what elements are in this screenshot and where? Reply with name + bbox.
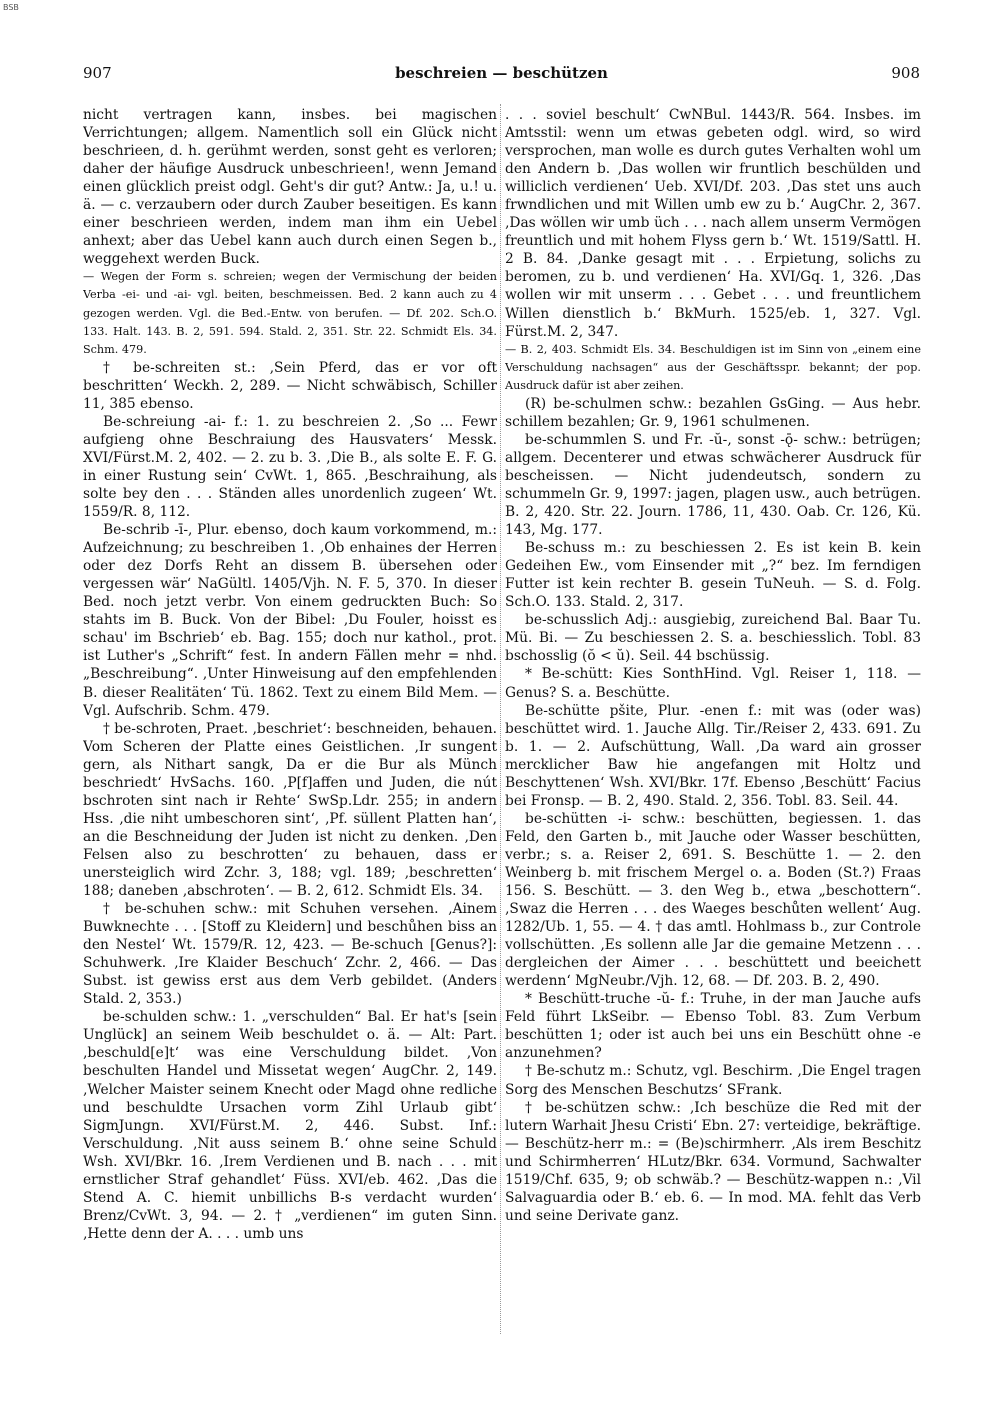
library-stamp: BSB (3, 3, 19, 12)
entry-be-schuss: Be-schuss m.: zu beschiessen 2. Es ist kein B. kein Gedeihen Ew., vom Einsender mit „?“ bez. Im ferndigen Futter ist kein rechter B. gesein TuNeuh. — S. d. Folg. Sch.O. 133. Stald. 2, 317. (505, 540, 921, 611)
entry-be-schuhen: † be-schuhen schw.: mit Schuhen versehen. ‚Ainem Buwknechte . . . [Stoff zu Kleidern] und beschůhen biss an den Nestel‘ Wt. 1579/R. 12, 423. — Be-schuch [Genus?]: Schuhwerk. ‚Ire Klaider Beschuch‘ Zchr. 2, 466. — Das Subst. ist gewiss erst aus dem Verb gebildet. (Anders Stald. 2, 353.) (83, 901, 497, 1008)
entry-be-schusslich: be-schusslich Adj.: ausgiebig, zureichend Bal. Baar Tu. Mü. Bi. — Zu beschiessen 2. S. a. beschiesslich. Tobl. 83 bschosslig (ŏ < ŭ). Seil. 44 bschüssig. (505, 612, 921, 665)
entry-be-schuett: * Be-schütt: Kies SonthHind. Vgl. Reiser 1, 118. — Genus? S. a. Beschütte. (505, 666, 921, 701)
entry-be-schutz: † Be-schutz m.: Schutz, vgl. Beschirm. ‚Die Engel tragen Sorg des Menschen Beschutzs‘ SFrank. (505, 1063, 921, 1098)
page-header (83, 64, 920, 86)
entry-be-schulden: be-schulden schw.: 1. „verschulden“ Bal. Er hat's [sein Unglück] an seinem Weib beschuldet o. ä. — Alt: Part. ‚beschuld[e]t‘ was eine Verschuldung bildet. ‚Von beschulten Handel und Missetat wegen‘ AugChr. 2, 149. ‚Welcher Maister seinem Knecht oder Magd ohne redliche und beschuldte Ursachen vorm Zihl Urlaub gibt‘ SigmJungn. XVI/Fürst.M. 2, 446. Subst. Inf.: Verschuldung. ‚Nit auss seinem B.‘ ohne seine Schuld Wsh. XVI/Bkr. 16. ‚Irem Verdienen und B. nach . . . mit ernstlicher Straf gehandlet‘ Füss. XVI/eb. 462. ‚Das die Stend A. C. hiemit unbillichs B-s verdacht wurden‘ Brenz/CvWt. 3, 94. — 2. † „verdienen“ im guten Sinn. ‚Hette denn der A. . . . umb uns (83, 1009, 497, 1242)
entry-be-schummlen: be-schummlen S. und Fr. -ŭ-, sonst -ǭ- schw.: betrügen; allgem. Decenterer und etwas schwächerer Ausdruck für bescheissen. — Nicht judendeutsch, sondern zu schummeln Gr. 9, 1997: jagen, plagen usw., auch betrügen. B. 2, 420. Str. 22. Journ. 1786, 11, 430. Oab. Cr. 126, Kü. 143, Mg. 177. (505, 431, 921, 539)
entry-be-schroten: † be-schroten, Praet. ‚beschriet‘: beschneiden, behauen. Vom Scheren der Platte eines Geistlichen. ‚Ir sungent gern, als Nithart sangk, Da er die Bur als Münch beschriedt‘ HvSachs. 160. ‚P[f]affen und Juden, die nút bschroten sint nach ir Rehte‘ SwSp.Ldr. 255; in andern Hss. ‚die niht umbeschoren sint‘, ‚Pf. süllent Platten han‘, an die Beschneidung der Juden ist nicht zu denken. ‚Den Felsen also zu beschrotten‘ zu behauen, dass er unersteiglich wird Zchr. 3, 188; vgl. 189; ‚beschretten‘ 188; daneben ‚abschroten‘. — B. 2, 612. Schmidt Els. 34. (83, 720, 497, 900)
entry-note: — Wegen der Form s. schreien; wegen der Vermischung der beiden Verba -ei- und -ai- vgl. beiten, beschmeissen. Bed. 2 kann auch zu 4 gezogen werden. Vgl. die Bed.-Entw. von berufen. — Df. 202. Sch.O. 133. Halt. 143. B. 2, 591. 594. Stald. 2, 351. Str. 22. Schmidt Els. 34. Schm. 479. (83, 270, 497, 356)
entry-be-schuetten: be-schütten -i- schw.: beschütten, begiessen. 1. das Feld, den Garten b., mit Jauche oder Wasser beschütten, verbr.; s. a. Reiser 2, 691. S. Beschütte 1. — 2. den Weinberg b. mit frischem Mergel o. a. Boden (St.?) Fraas 156. S. Beschütt. — 3. den Weg b., etwa „beschottern“. ‚Swaz die Herren . . . des Waeges beschůten wellent‘ Aug. 1282/Ub. 1, 55. — 4. † das amtl. Hohlmass b., zur Controle vollschütten. ‚Es sollenn alle Jar die gemaine Metzenn . . . dergleichen der Aimer . . . beschüttett und beeichett werdenn‘ MgNeubr./Vjh. 12, 68. — Df. 203. B. 2, 490. (505, 810, 921, 990)
entry-be-schreiung: Be-schreiung -ai- f.: 1. zu beschreien 2. ‚So ... Fewr aufgieng ohne Beschraiung des Hausvaters‘ Messk. XVI/Fürst.M. 2, 402. — 2. zu b. 3. ‚Die B., als solte E. F. G. in einer Rustung sein‘ CvWt. 1, 865. ‚Beschraihung, als solte bey den . . . Ständen alles unordenlich zugeen‘ Wt. 1559/R. 8, 112. (83, 413, 497, 521)
entry-be-schrib: Be-schrib -ī-, Plur. ebenso, doch kaum vorkommend, m.: Aufzeichnung; zu beschreiben 1. ‚Ob enhaines der Herren oder dez Dorfs Reht an dissem B. übersehen oder vergessen wär‘ NaGültl. 1405/Vjh. N. F. 5, 370. In dieser Bed. noch jetzt verbr. Von einem gedruckten Buch: So stahts im B. Buck. Von der Bibel: ‚Du Fouler, hoisst es schau' im Bschrieb‘ eb. Bag. 155; doch nur kathol., prot. ist Luther's „Schrift“ fest. In andern Fällen mehr = nhd. „Beschreibung“. ‚Unter Hinweisung auf den empfehlenden B. dieser Realitäten‘ Tü. 1862. Text zu einem Bild Mem. — Vgl. Aufschrib. Schm. 479. (83, 522, 497, 719)
column-divider (500, 104, 501, 1334)
left-column (83, 106, 497, 1346)
entry-beschuett-truche: * Beschütt-truche -ŭ- f.: Truhe, in der man Jauche aufs Feld führt LkSeibr. — Ebenso Tobl. 83. Zum Verbum beschütten 1; oder ist auch bei uns ein Beschütt ohne -e anzunehmen? (505, 991, 921, 1062)
running-title: beschreien — beschützen (395, 64, 608, 82)
entry-be-schreiten: † be-schreiten st.: ‚Sein Pferd, das er vor oft beschritten‘ Weckh. 2, 289. — Nicht schwäbisch, Schiller 11, 385 ebenso. (83, 359, 497, 412)
entry-be-schuette: Be-schütte pšite, Plur. -enen f.: mit was (oder was) beschüttet wird. 1. Jauche Allg. Tir./Reiser 2, 433. 691. Zu b. 1. — 2. Aufschüttung, Wall. ‚Da ward ain grosser mercklicher Baw hie angefangen mit Holtz und Beschyttenen‘ Wsh. XVI/Bkr. 17f. Ebenso ‚Beschütt‘ Facius bei Fronsp. — B. 2, 490. Stald. 2, 356. Tobl. 83. Seil. 44. (505, 702, 921, 809)
entry-be-schulmen: (R) be-schulmen schw.: bezahlen GsGing. — Aus hebr. schillem bezahlen; Gr. 9, 1961 schulmenen. (505, 395, 921, 430)
page-number-left: 907 (83, 64, 112, 82)
page-number-right: 908 (891, 64, 920, 82)
entry-paragraph: nicht vertragen kann, insbes. bei magischen Verrichtungen; allgem. Namentlich soll ein Glück nicht beschrieen, d. h. gerühmt werden, sonst geht es verloren; daher der häufige Ausdruck unbeschrieen!, wenn Jemand einen glücklich preist odgl. Geht's dir gut? Antw.: Ja, u.! u. ä. — c. verzaubern oder durch Zauber beseitigen. Es kann einer beschrieen werden, indem man ihm ein Uebel anhext; aber das Uebel kann auch durch einen Segen b., weggehext werden Buck. (83, 107, 497, 268)
entry-continuation: . . . soviel beschult‘ CwNBul. 1443/R. 564. Insbes. im Amtsstil: wenn um etwas gebeten odgl. wird, so wird versprochen, man wolle es durch gutes Verhalten wohl um den Andern b. ‚Das wollen wir fruntlich beschülden und williclich verdienen‘ Ueb. XVI/Df. 203. ‚Das stet uns auch frwndlichen und mit Willen umb ew zu b.‘ AugChr. 2, 367. ‚Das wöllen wir umb üch . . . nach allem unserm Vermögen freuntlich und mit hohem Flyss gern b.‘ Wt. 1519/Sattl. H. 2 B. 84. ‚Danke gesagt mit . . . Erpietung, solichs zu beromen, zu b. und verdienen‘ Ha. XVI/Gq. 1, 326. ‚Das wollen wir mit unserm . . . Gebet . . . und freuntlichem Willen dienstlich b.‘ BkMurh. 1525/eb. 1, 327. Vgl. Fürst.M. 2, 347. (505, 107, 921, 340)
right-column (505, 106, 921, 1346)
entry-be-schuetzen: † be-schützen schw.: ‚Ich beschüze die Red mit der lutern Warhait Jhesu Cristi‘ Ebn. 27: verteidige, bekräftige. — Beschütz-herr m.: = (Be)schirmherr. ‚Als irem Beschitz und Schirmherren‘ HLutz/Bkr. 634. Vormund, Sachwalter 1519/Chf. 635, 9; ob schwäb.? — Beschütz-wappen n.: ‚Vil Salvaguardia oder B.‘ eb. 6. — In mod. MA. fehlt das Verb und seine Derivate ganz. (505, 1099, 921, 1224)
entry-note: — B. 2, 403. Schmidt Els. 34. Beschuldigen ist im Sinn von „einem eine Verschuldung nachsagen“ aus der Geschäftsspr. bekannt; der pop. Ausdruck dafür ist aber zeihen. (505, 342, 921, 392)
